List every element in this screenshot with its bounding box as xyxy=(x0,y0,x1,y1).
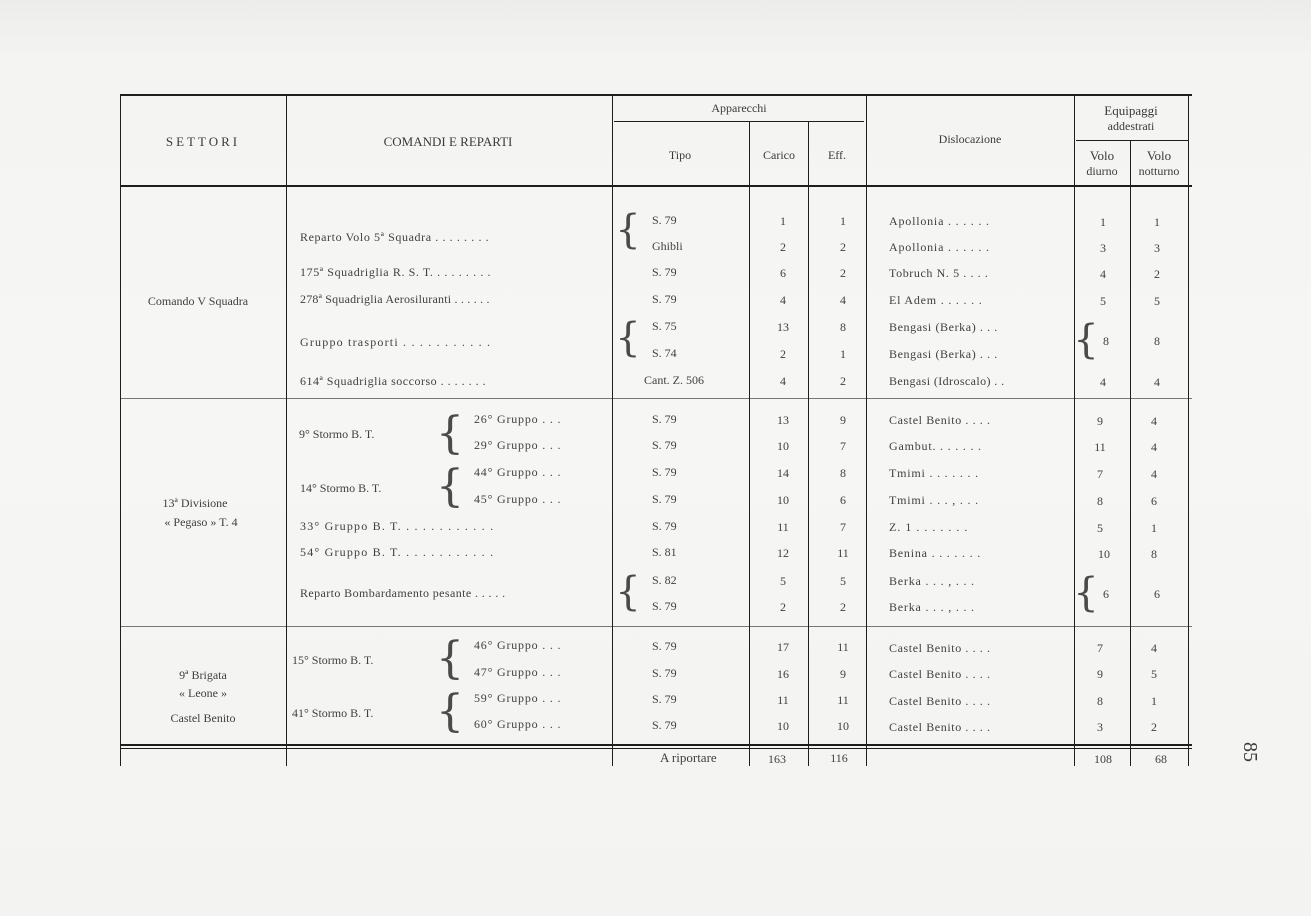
eff-cell: 2 xyxy=(840,266,846,280)
diurno-cell: 11 xyxy=(1094,440,1106,454)
diurno-cell: 5 xyxy=(1100,294,1106,308)
tipo-cell: S. 79 xyxy=(652,492,677,506)
carico-cell: 4 xyxy=(780,293,786,307)
tipo-cell: Ghibli xyxy=(652,239,683,253)
eff-cell: 1 xyxy=(840,214,846,228)
unit-15-stormo: 15° Stormo B. T. xyxy=(292,653,374,667)
dislocazione-cell: Apollonia . . . . . . xyxy=(889,214,990,228)
unit-reparto-volo-5: Reparto Volo 5ª Squadra . . . . . . . . xyxy=(300,230,490,244)
dislocazione-cell: Bengasi (Idroscalo) . . xyxy=(889,374,1005,388)
brace-equipaggi-berka: { xyxy=(1073,317,1099,363)
eff-cell: 10 xyxy=(837,719,849,733)
notturno-cell: 8 xyxy=(1151,547,1157,561)
tipo-cell: S. 79 xyxy=(652,519,677,533)
tipo-cell: S. 79 xyxy=(652,292,677,306)
brace-9-stormo: { xyxy=(436,408,464,459)
merged-notturno-cell: 8 xyxy=(1154,334,1160,348)
dislocazione-cell: Tmimi . . . , . . . xyxy=(889,493,979,507)
brace-41-stormo: { xyxy=(436,686,464,737)
eff-cell: 11 xyxy=(837,546,849,560)
carico-cell: 1 xyxy=(780,214,786,228)
unit-175-squadriglia: 175ª Squadriglia R. S. T. . . . . . . . . xyxy=(300,265,492,279)
eff-cell: 2 xyxy=(840,374,846,388)
notturno-cell: 4 xyxy=(1151,440,1157,454)
header-dislocazione: Dislocazione xyxy=(938,132,1002,146)
sector-13-divisione: 13ª Divisione xyxy=(162,496,228,510)
unit-14-stormo: 14° Stormo B. T. xyxy=(300,481,382,495)
footer-notturno: 68 xyxy=(1155,752,1167,766)
gruppo-29: 29° Gruppo . . . xyxy=(474,438,562,452)
carico-cell: 2 xyxy=(780,240,786,254)
notturno-cell: 4 xyxy=(1154,375,1160,389)
footer-diurno: 108 xyxy=(1094,752,1112,766)
gruppo-44: 44° Gruppo . . . xyxy=(474,465,562,479)
notturno-cell: 1 xyxy=(1154,215,1160,229)
notturno-cell: 5 xyxy=(1154,294,1160,308)
header-tipo: Tipo xyxy=(668,148,692,162)
eff-cell: 1 xyxy=(840,347,846,361)
header-addestrati: addestrati xyxy=(1107,119,1155,133)
carico-cell: 4 xyxy=(780,374,786,388)
footer-eff: 116 xyxy=(830,751,848,765)
notturno-cell: 4 xyxy=(1151,641,1157,655)
diurno-cell: 8 xyxy=(1097,694,1103,708)
carico-cell: 10 xyxy=(777,439,789,453)
dislocazione-cell: Apollonia . . . . . . xyxy=(889,240,990,254)
notturno-cell: 2 xyxy=(1151,720,1157,734)
tipo-cell: S. 79 xyxy=(652,599,677,613)
carico-cell: 17 xyxy=(777,640,789,654)
diurno-cell: 10 xyxy=(1098,547,1110,561)
brace-equipaggi-berka-2: { xyxy=(1073,570,1099,616)
diurno-cell: 7 xyxy=(1097,641,1103,655)
diurno-cell: 3 xyxy=(1100,241,1106,255)
brace-tipo-reparto-volo: { xyxy=(615,207,641,253)
sector-9-brigata: 9ª Brigata xyxy=(179,668,227,682)
carico-cell: 13 xyxy=(777,413,789,427)
eff-cell: 11 xyxy=(837,640,849,654)
header-carico: Carico xyxy=(763,148,795,162)
tipo-cell: S. 79 xyxy=(652,265,677,279)
tipo-cell: S. 79 xyxy=(652,213,677,227)
merged-notturno-cell-2: 6 xyxy=(1154,587,1160,601)
carico-cell: 11 xyxy=(777,520,789,534)
dislocazione-cell: El Adem . . . . . . xyxy=(889,293,983,307)
header-comandi: COMANDI E REPARTI xyxy=(383,134,513,149)
unit-614-squadriglia: 614ª Squadriglia soccorso . . . . . . . xyxy=(300,374,487,388)
carico-cell: 6 xyxy=(780,266,786,280)
tipo-cell: S. 74 xyxy=(652,346,677,360)
header-volo-notturno: Volo xyxy=(1146,148,1172,163)
unit-41-stormo: 41° Stormo B. T. xyxy=(292,706,374,720)
eff-cell: 9 xyxy=(840,667,846,681)
carico-cell: 12 xyxy=(777,546,789,560)
notturno-cell: 4 xyxy=(1151,467,1157,481)
header-settori: SETTORI xyxy=(165,134,241,149)
tipo-cell: S. 79 xyxy=(652,692,677,706)
diurno-cell: 1 xyxy=(1100,215,1106,229)
notturno-cell: 6 xyxy=(1151,494,1157,508)
page-number: 85 xyxy=(1239,742,1261,762)
dislocazione-cell: Tobruch N. 5 . . . . xyxy=(889,266,989,280)
dislocazione-cell: Gambut. . . . . . . xyxy=(889,439,982,453)
tipo-cell: S. 79 xyxy=(652,666,677,680)
dislocazione-cell: Benina . . . . . . . xyxy=(889,546,981,560)
tipo-cell: S. 79 xyxy=(652,718,677,732)
eff-cell: 4 xyxy=(840,293,846,307)
tipo-cell: S. 75 xyxy=(652,319,677,333)
tipo-cell: S. 79 xyxy=(652,639,677,653)
dislocazione-cell: Tmimi . . . . . . . xyxy=(889,466,979,480)
notturno-cell: 1 xyxy=(1151,694,1157,708)
notturno-cell: 2 xyxy=(1154,267,1160,281)
unit-54-gruppo: 54° Gruppo B. T. . . . . . . . . . . . xyxy=(300,545,495,559)
brace-15-stormo: { xyxy=(436,633,464,684)
notturno-cell: 3 xyxy=(1154,241,1160,255)
diurno-cell: 8 xyxy=(1097,494,1103,508)
dislocazione-cell: Berka . . . , . . . xyxy=(889,600,975,614)
header-eff: Eff. xyxy=(827,148,847,162)
merged-diurno-cell: 8 xyxy=(1103,334,1109,348)
eff-cell: 7 xyxy=(840,439,846,453)
tipo-cell: S. 79 xyxy=(652,412,677,426)
dislocazione-cell: Castel Benito . . . . xyxy=(889,694,991,708)
sector-comando-v-squadra: Comando V Squadra xyxy=(147,294,249,308)
notturno-cell: 1 xyxy=(1151,521,1157,535)
carico-cell: 10 xyxy=(777,493,789,507)
unit-reparto-bombardamento: Reparto Bombardamento pesante . . . . . xyxy=(300,586,506,600)
diurno-cell: 7 xyxy=(1097,467,1103,481)
sector-pegaso: « Pegaso » T. 4 xyxy=(164,515,238,529)
footer-carico: 163 xyxy=(768,752,786,766)
eff-cell: 2 xyxy=(840,240,846,254)
eff-cell: 8 xyxy=(840,466,846,480)
tipo-cell: Cant. Z. 506 xyxy=(644,373,704,387)
eff-cell: 11 xyxy=(837,693,849,707)
diurno-cell: 5 xyxy=(1097,521,1103,535)
diurno-cell: 4 xyxy=(1100,267,1106,281)
eff-cell: 7 xyxy=(840,520,846,534)
header-volo-diurno: Volo xyxy=(1089,148,1115,163)
eff-cell: 5 xyxy=(840,574,846,588)
brace-tipo-trasporti: { xyxy=(615,315,641,361)
carico-cell: 16 xyxy=(777,667,789,681)
diurno-cell: 9 xyxy=(1097,667,1103,681)
tipo-cell: S. 81 xyxy=(652,545,677,559)
carico-cell: 10 xyxy=(777,719,789,733)
diurno-cell: 4 xyxy=(1100,375,1106,389)
gruppo-26: 26° Gruppo . . . xyxy=(474,412,562,426)
header-equipaggi: Equipaggi xyxy=(1104,103,1158,118)
gruppo-45: 45° Gruppo . . . xyxy=(474,492,562,506)
dislocazione-cell: Castel Benito . . . . xyxy=(889,413,991,427)
brace-tipo-bombardamento: { xyxy=(615,569,641,615)
diurno-cell: 3 xyxy=(1097,720,1103,734)
eff-cell: 2 xyxy=(840,600,846,614)
brace-14-stormo: { xyxy=(436,461,464,512)
gruppo-59: 59° Gruppo . . . xyxy=(474,691,562,705)
eff-cell: 8 xyxy=(840,320,846,334)
tipo-cell: S. 79 xyxy=(652,438,677,452)
unit-278-squadriglia: 278ª Squadriglia Aerosiluranti . . . . . . xyxy=(300,292,490,306)
tipo-cell: S. 82 xyxy=(652,573,677,587)
carico-cell: 14 xyxy=(777,466,789,480)
header-notturno: notturno xyxy=(1138,164,1180,178)
eff-cell: 9 xyxy=(840,413,846,427)
sector-leone: « Leone » xyxy=(179,686,227,700)
carico-cell: 5 xyxy=(780,574,786,588)
merged-diurno-cell-2: 6 xyxy=(1103,587,1109,601)
dislocazione-cell: Berka . . . , . . . xyxy=(889,574,975,588)
gruppo-46: 46° Gruppo . . . xyxy=(474,638,562,652)
notturno-cell: 4 xyxy=(1151,414,1157,428)
carico-cell: 2 xyxy=(780,347,786,361)
diurno-cell: 9 xyxy=(1097,414,1103,428)
dislocazione-cell: Z. 1 . . . . . . . xyxy=(889,520,969,534)
tipo-cell: S. 79 xyxy=(652,465,677,479)
dislocazione-cell: Castel Benito . . . . xyxy=(889,720,991,734)
eff-cell: 6 xyxy=(840,493,846,507)
carico-cell: 2 xyxy=(780,600,786,614)
gruppo-60: 60° Gruppo . . . xyxy=(474,717,562,731)
gruppo-47: 47° Gruppo . . . xyxy=(474,665,562,679)
dislocazione-cell: Bengasi (Berka) . . . xyxy=(889,347,998,361)
unit-gruppo-trasporti: Gruppo trasporti . . . . . . . . . . . xyxy=(300,335,492,349)
sector-castel-benito: Castel Benito xyxy=(170,711,236,725)
unit-9-stormo: 9° Stormo B. T. xyxy=(299,427,375,441)
carico-cell: 13 xyxy=(777,320,789,334)
unit-33-gruppo: 33° Gruppo B. T. . . . . . . . . . . . xyxy=(300,519,495,533)
carico-cell: 11 xyxy=(777,693,789,707)
notturno-cell: 5 xyxy=(1151,667,1157,681)
header-diurno: diurno xyxy=(1086,164,1118,178)
header-apparecchi: Apparecchi xyxy=(711,101,767,115)
footer-label: A riportare xyxy=(660,750,717,765)
dislocazione-cell: Castel Benito . . . . xyxy=(889,667,991,681)
dislocazione-cell: Bengasi (Berka) . . . xyxy=(889,320,998,334)
dislocazione-cell: Castel Benito . . . . xyxy=(889,641,991,655)
